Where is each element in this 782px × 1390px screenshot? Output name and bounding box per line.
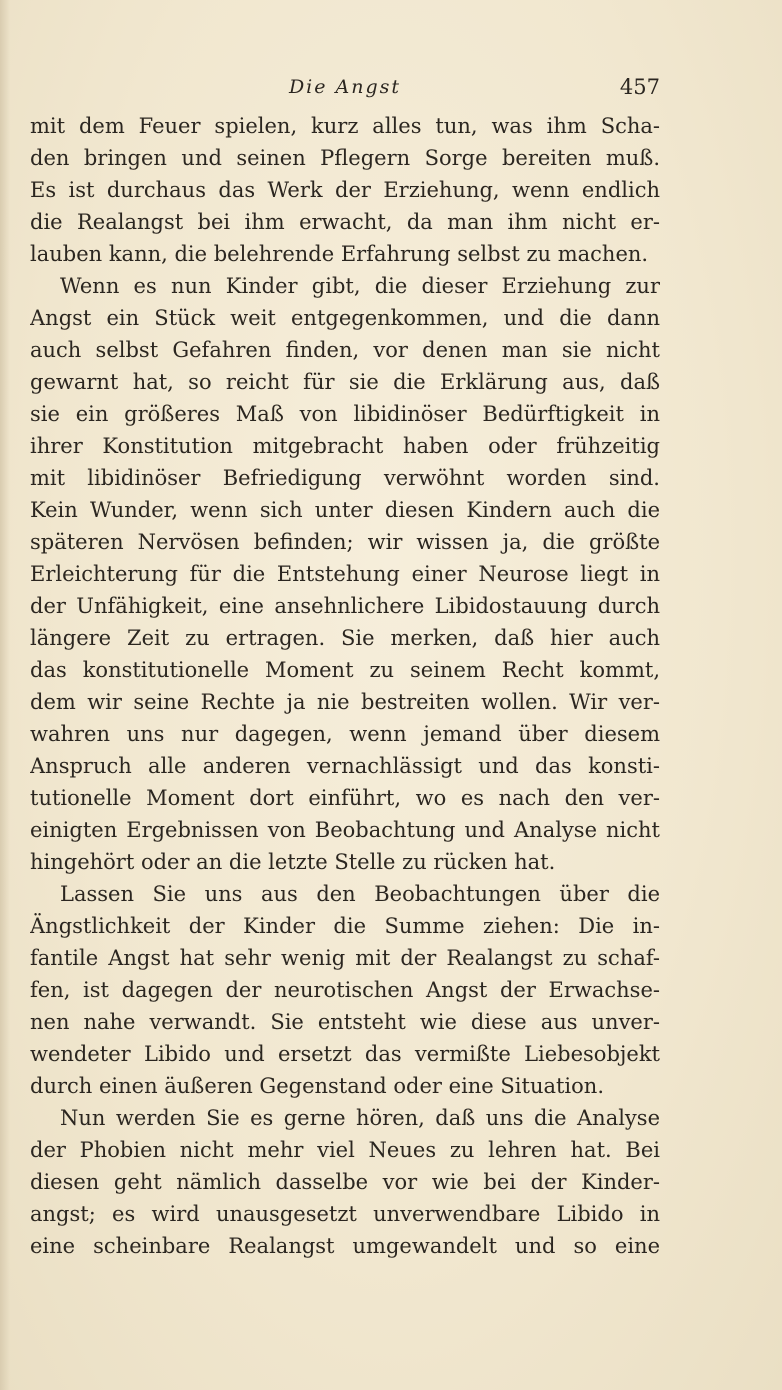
text-line: Kein Wunder, wenn sich unter diesen Kindern auch die xyxy=(30,498,660,522)
text-line: mit dem Feuer spielen, kurz alles tun, was ihm Scha- xyxy=(30,114,660,138)
text-line: wendeter Libido und ersetzt das vermißte Liebesobjekt xyxy=(30,1042,660,1066)
text-line: Wenn es nun Kinder gibt, die dieser Erziehung zur xyxy=(60,274,660,298)
text-line: Angst ein Stück weit entgegenkommen, und die dann xyxy=(30,306,660,330)
text-line: der Phobien nicht mehr viel Neues zu lehren hat. Bei xyxy=(30,1138,660,1162)
text-line: die Realangst bei ihm erwacht, da man ihm nicht er- xyxy=(30,210,660,234)
text-line: tutionelle Moment dort einführt, wo es nach den ver- xyxy=(30,786,660,810)
text-line: gewarnt hat, so reicht für sie die Erklärung aus, daß xyxy=(30,370,660,394)
text-line: Erleichterung für die Entstehung einer Neurose liegt in xyxy=(30,562,660,586)
text-line: hingehört oder an die letzte Stelle zu rücken hat. xyxy=(30,850,556,874)
text-line: längere Zeit zu ertragen. Sie merken, daß hier auch xyxy=(30,626,660,650)
text-line: einigten Ergebnissen von Beobachtung und Analyse nicht xyxy=(30,818,660,842)
text-line: dem wir seine Rechte ja nie bestreiten wollen. Wir ver- xyxy=(30,690,660,714)
text-line: den bringen und seinen Pflegern Sorge bereiten muß. xyxy=(30,146,660,170)
text-line: nen nahe verwandt. Sie entsteht wie diese aus unver- xyxy=(30,1010,660,1034)
text-line: durch einen äußeren Gegenstand oder eine Situation. xyxy=(30,1074,604,1098)
text-line: späteren Nervösen befinden; wir wissen ja, die größte xyxy=(30,530,660,554)
text-line: der Unfähigkeit, eine ansehnlichere Libidostauung durch xyxy=(30,594,660,618)
running-title: Die Angst xyxy=(288,76,402,98)
text-line: wahren uns nur dagegen, wenn jemand über diesem xyxy=(30,722,660,746)
text-line: diesen geht nämlich dasselbe vor wie bei der Kinder- xyxy=(30,1170,660,1194)
text-line: Anspruch alle anderen vernachlässigt und das konsti- xyxy=(30,754,660,778)
text-line: angst; es wird unausgesetzt unverwendbare Libido in xyxy=(30,1202,660,1226)
text-line: das konstitutionelle Moment zu seinem Recht kommt, xyxy=(30,658,660,682)
body-text xyxy=(30,110,660,1262)
text-line: eine scheinbare Realangst umgewandelt und so eine xyxy=(30,1234,660,1258)
text-line: Ängstlichkeit der Kinder die Summe ziehen: Die in- xyxy=(30,914,660,938)
text-line: Nun werden Sie es gerne hören, daß uns die Analyse xyxy=(60,1106,660,1130)
text-line: sie ein größeres Maß von libidinöser Bedürftigkeit in xyxy=(30,402,660,426)
page-gutter-shadow xyxy=(0,0,10,1390)
text-line: mit libidinöser Befriedigung verwöhnt worden sind. xyxy=(30,466,660,490)
text-line: Lassen Sie uns aus den Beobachtungen über die xyxy=(60,882,660,906)
text-line: lauben kann, die belehrende Erfahrung selbst zu machen. xyxy=(30,242,649,266)
text-line: ihrer Konstitution mitgebracht haben oder frühzeitig xyxy=(30,434,660,458)
text-line: auch selbst Gefahren finden, vor denen man sie nicht xyxy=(30,338,660,362)
text-line: fen, ist dagegen der neurotischen Angst der Erwachse- xyxy=(30,978,660,1002)
text-line: Es ist durchaus das Werk der Erziehung, wenn endlich xyxy=(30,178,660,202)
page-header xyxy=(30,72,660,102)
text-line: fantile Angst hat sehr wenig mit der Realangst zu schaf- xyxy=(30,946,660,970)
page-number: 457 xyxy=(619,75,660,99)
